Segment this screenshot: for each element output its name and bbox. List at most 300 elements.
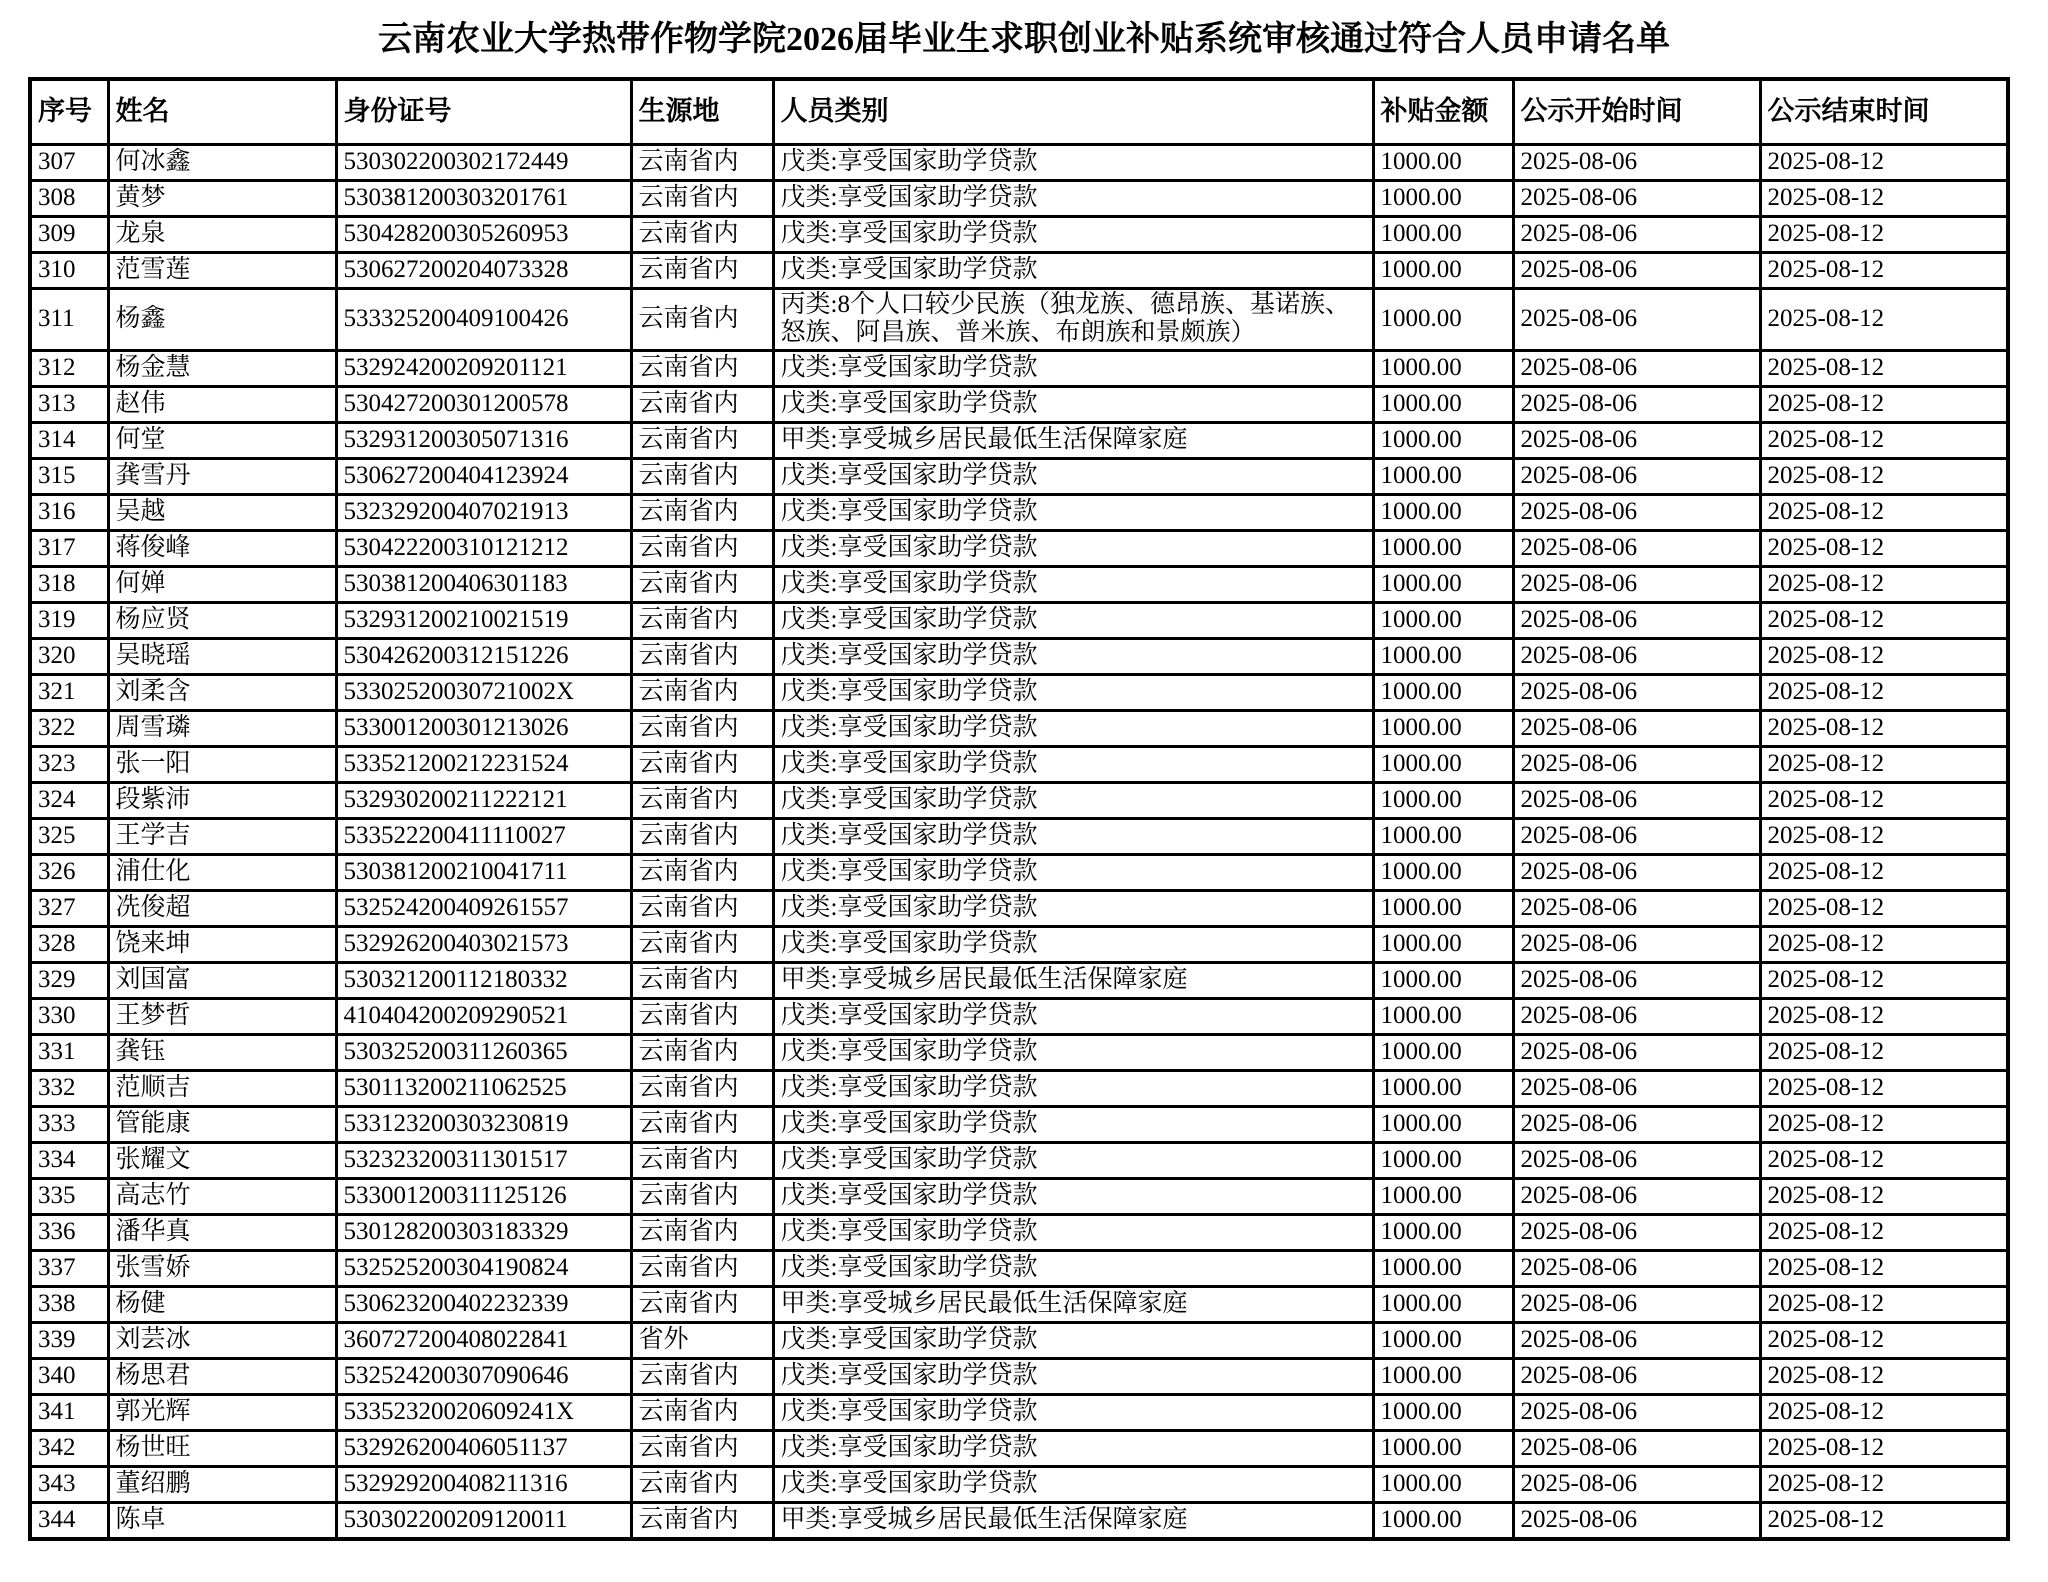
cell-origin: 云南省内 <box>631 998 773 1034</box>
cell-amount: 1000.00 <box>1373 458 1513 494</box>
cell-name: 杨鑫 <box>108 288 336 350</box>
cell-origin: 云南省内 <box>631 710 773 746</box>
cell-category: 戊类:享受国家助学贷款 <box>773 1358 1373 1394</box>
cell-seq: 337 <box>30 1250 108 1286</box>
cell-id-number: 530325200311260365 <box>336 1034 631 1070</box>
cell-origin: 云南省内 <box>631 1178 773 1214</box>
cell-seq: 325 <box>30 818 108 854</box>
header-name: 姓名 <box>108 79 336 145</box>
cell-amount: 1000.00 <box>1373 710 1513 746</box>
table-row <box>30 1394 2008 1430</box>
cell-publicity-end: 2025-08-12 <box>1760 252 2008 288</box>
cell-category: 戊类:享受国家助学贷款 <box>773 458 1373 494</box>
header-seq: 序号 <box>30 79 108 145</box>
cell-origin: 云南省内 <box>631 602 773 638</box>
cell-publicity-start: 2025-08-06 <box>1513 782 1760 818</box>
cell-amount: 1000.00 <box>1373 602 1513 638</box>
cell-id-number: 533001200311125126 <box>336 1178 631 1214</box>
cell-id-number: 532926200406051137 <box>336 1430 631 1466</box>
cell-amount: 1000.00 <box>1373 1502 1513 1539</box>
cell-seq: 322 <box>30 710 108 746</box>
table-row <box>30 386 2008 422</box>
cell-publicity-end: 2025-08-12 <box>1760 1286 2008 1322</box>
cell-amount: 1000.00 <box>1373 1178 1513 1214</box>
table-row <box>30 530 2008 566</box>
cell-publicity-start: 2025-08-06 <box>1513 1070 1760 1106</box>
cell-name: 何堂 <box>108 422 336 458</box>
cell-amount: 1000.00 <box>1373 674 1513 710</box>
cell-category: 戊类:享受国家助学贷款 <box>773 144 1373 180</box>
cell-origin: 云南省内 <box>631 144 773 180</box>
cell-id-number: 530113200211062525 <box>336 1070 631 1106</box>
cell-publicity-start: 2025-08-06 <box>1513 1286 1760 1322</box>
cell-origin: 云南省内 <box>631 494 773 530</box>
cell-publicity-end: 2025-08-12 <box>1760 494 2008 530</box>
cell-origin: 云南省内 <box>631 458 773 494</box>
cell-seq: 344 <box>30 1502 108 1539</box>
cell-publicity-end: 2025-08-12 <box>1760 144 2008 180</box>
cell-origin: 云南省内 <box>631 638 773 674</box>
cell-seq: 336 <box>30 1214 108 1250</box>
cell-amount: 1000.00 <box>1373 926 1513 962</box>
cell-amount: 1000.00 <box>1373 1070 1513 1106</box>
cell-id-number: 530381200210041711 <box>336 854 631 890</box>
cell-publicity-end: 2025-08-12 <box>1760 926 2008 962</box>
cell-seq: 324 <box>30 782 108 818</box>
cell-amount: 1000.00 <box>1373 818 1513 854</box>
table-row <box>30 494 2008 530</box>
cell-id-number: 532929200408211316 <box>336 1466 631 1502</box>
cell-amount: 1000.00 <box>1373 144 1513 180</box>
cell-origin: 云南省内 <box>631 1502 773 1539</box>
table-row <box>30 674 2008 710</box>
cell-name: 张雪娇 <box>108 1250 336 1286</box>
cell-publicity-end: 2025-08-12 <box>1760 1322 2008 1358</box>
cell-seq: 315 <box>30 458 108 494</box>
cell-publicity-end: 2025-08-12 <box>1760 1070 2008 1106</box>
cell-category: 甲类:享受城乡居民最低生活保障家庭 <box>773 962 1373 998</box>
cell-publicity-end: 2025-08-12 <box>1760 422 2008 458</box>
table-row <box>30 818 2008 854</box>
cell-id-number: 530321200112180332 <box>336 962 631 998</box>
cell-name: 董绍鹏 <box>108 1466 336 1502</box>
cell-publicity-end: 2025-08-12 <box>1760 962 2008 998</box>
cell-name: 吴越 <box>108 494 336 530</box>
cell-seq: 317 <box>30 530 108 566</box>
cell-category: 戊类:享受国家助学贷款 <box>773 1466 1373 1502</box>
cell-id-number: 532931200305071316 <box>336 422 631 458</box>
cell-origin: 云南省内 <box>631 962 773 998</box>
cell-publicity-end: 2025-08-12 <box>1760 1394 2008 1430</box>
cell-name: 杨应贤 <box>108 602 336 638</box>
cell-amount: 1000.00 <box>1373 422 1513 458</box>
cell-origin: 云南省内 <box>631 890 773 926</box>
cell-name: 刘芸冰 <box>108 1322 336 1358</box>
cell-name: 刘柔含 <box>108 674 336 710</box>
cell-amount: 1000.00 <box>1373 566 1513 602</box>
cell-amount: 1000.00 <box>1373 350 1513 386</box>
cell-id-number: 530627200204073328 <box>336 252 631 288</box>
cell-seq: 342 <box>30 1430 108 1466</box>
cell-name: 段紫沛 <box>108 782 336 818</box>
cell-origin: 云南省内 <box>631 1466 773 1502</box>
cell-seq: 326 <box>30 854 108 890</box>
cell-publicity-start: 2025-08-06 <box>1513 1358 1760 1394</box>
header-publicity-end: 公示结束时间 <box>1760 79 2008 145</box>
cell-publicity-end: 2025-08-12 <box>1760 854 2008 890</box>
cell-id-number: 532524200307090646 <box>336 1358 631 1394</box>
cell-category: 戊类:享受国家助学贷款 <box>773 1214 1373 1250</box>
cell-origin: 云南省内 <box>631 1394 773 1430</box>
cell-seq: 316 <box>30 494 108 530</box>
cell-category: 戊类:享受国家助学贷款 <box>773 1430 1373 1466</box>
cell-id-number: 360727200408022841 <box>336 1322 631 1358</box>
cell-seq: 307 <box>30 144 108 180</box>
cell-publicity-start: 2025-08-06 <box>1513 386 1760 422</box>
cell-name: 郭光辉 <box>108 1394 336 1430</box>
cell-amount: 1000.00 <box>1373 1430 1513 1466</box>
cell-publicity-end: 2025-08-12 <box>1760 386 2008 422</box>
cell-category: 戊类:享受国家助学贷款 <box>773 746 1373 782</box>
table-row <box>30 782 2008 818</box>
table-row <box>30 180 2008 216</box>
cell-publicity-start: 2025-08-06 <box>1513 710 1760 746</box>
cell-origin: 云南省内 <box>631 1070 773 1106</box>
cell-category: 戊类:享受国家助学贷款 <box>773 1178 1373 1214</box>
cell-seq: 311 <box>30 288 108 350</box>
table-row <box>30 746 2008 782</box>
cell-publicity-end: 2025-08-12 <box>1760 458 2008 494</box>
cell-publicity-start: 2025-08-06 <box>1513 350 1760 386</box>
cell-name: 龙泉 <box>108 216 336 252</box>
cell-origin: 云南省内 <box>631 854 773 890</box>
cell-seq: 314 <box>30 422 108 458</box>
cell-publicity-start: 2025-08-06 <box>1513 144 1760 180</box>
cell-publicity-end: 2025-08-12 <box>1760 998 2008 1034</box>
cell-seq: 339 <box>30 1322 108 1358</box>
cell-publicity-start: 2025-08-06 <box>1513 530 1760 566</box>
cell-amount: 1000.00 <box>1373 1286 1513 1322</box>
cell-name: 潘华真 <box>108 1214 336 1250</box>
cell-amount: 1000.00 <box>1373 1034 1513 1070</box>
cell-id-number: 530381200406301183 <box>336 566 631 602</box>
cell-id-number: 530381200303201761 <box>336 180 631 216</box>
cell-publicity-end: 2025-08-12 <box>1760 216 2008 252</box>
table-row <box>30 854 2008 890</box>
table-row <box>30 216 2008 252</box>
cell-origin: 云南省内 <box>631 252 773 288</box>
cell-category: 戊类:享受国家助学贷款 <box>773 1250 1373 1286</box>
cell-publicity-start: 2025-08-06 <box>1513 746 1760 782</box>
cell-publicity-end: 2025-08-12 <box>1760 602 2008 638</box>
cell-publicity-end: 2025-08-12 <box>1760 1502 2008 1539</box>
cell-seq: 341 <box>30 1394 108 1430</box>
cell-publicity-start: 2025-08-06 <box>1513 962 1760 998</box>
cell-id-number: 532329200407021913 <box>336 494 631 530</box>
cell-category: 戊类:享受国家助学贷款 <box>773 530 1373 566</box>
cell-category: 戊类:享受国家助学贷款 <box>773 602 1373 638</box>
table-row <box>30 998 2008 1034</box>
cell-publicity-end: 2025-08-12 <box>1760 782 2008 818</box>
cell-seq: 330 <box>30 998 108 1034</box>
cell-id-number: 53352320020609241X <box>336 1394 631 1430</box>
cell-seq: 334 <box>30 1142 108 1178</box>
cell-seq: 313 <box>30 386 108 422</box>
cell-amount: 1000.00 <box>1373 216 1513 252</box>
cell-amount: 1000.00 <box>1373 746 1513 782</box>
cell-publicity-end: 2025-08-12 <box>1760 530 2008 566</box>
cell-amount: 1000.00 <box>1373 1322 1513 1358</box>
table-row <box>30 1358 2008 1394</box>
cell-publicity-start: 2025-08-06 <box>1513 1034 1760 1070</box>
cell-name: 周雪璘 <box>108 710 336 746</box>
cell-publicity-end: 2025-08-12 <box>1760 818 2008 854</box>
table-row <box>30 1322 2008 1358</box>
table-row <box>30 1034 2008 1070</box>
table-row <box>30 566 2008 602</box>
cell-origin: 省外 <box>631 1322 773 1358</box>
cell-seq: 328 <box>30 926 108 962</box>
cell-amount: 1000.00 <box>1373 638 1513 674</box>
cell-publicity-start: 2025-08-06 <box>1513 818 1760 854</box>
cell-publicity-end: 2025-08-12 <box>1760 674 2008 710</box>
cell-origin: 云南省内 <box>631 422 773 458</box>
cell-origin: 云南省内 <box>631 782 773 818</box>
cell-id-number: 533001200301213026 <box>336 710 631 746</box>
cell-publicity-start: 2025-08-06 <box>1513 926 1760 962</box>
cell-publicity-start: 2025-08-06 <box>1513 1322 1760 1358</box>
cell-amount: 1000.00 <box>1373 530 1513 566</box>
cell-amount: 1000.00 <box>1373 252 1513 288</box>
cell-publicity-start: 2025-08-06 <box>1513 180 1760 216</box>
cell-publicity-start: 2025-08-06 <box>1513 1214 1760 1250</box>
cell-publicity-start: 2025-08-06 <box>1513 422 1760 458</box>
cell-publicity-start: 2025-08-06 <box>1513 494 1760 530</box>
cell-publicity-end: 2025-08-12 <box>1760 1142 2008 1178</box>
cell-origin: 云南省内 <box>631 1034 773 1070</box>
cell-amount: 1000.00 <box>1373 1466 1513 1502</box>
cell-publicity-end: 2025-08-12 <box>1760 180 2008 216</box>
cell-category: 戊类:享受国家助学贷款 <box>773 674 1373 710</box>
table-row <box>30 926 2008 962</box>
cell-amount: 1000.00 <box>1373 890 1513 926</box>
cell-seq: 331 <box>30 1034 108 1070</box>
cell-name: 刘国富 <box>108 962 336 998</box>
cell-name: 杨健 <box>108 1286 336 1322</box>
cell-amount: 1000.00 <box>1373 998 1513 1034</box>
cell-amount: 1000.00 <box>1373 288 1513 350</box>
cell-publicity-start: 2025-08-06 <box>1513 638 1760 674</box>
cell-category: 戊类:享受国家助学贷款 <box>773 998 1373 1034</box>
cell-name: 王梦哲 <box>108 998 336 1034</box>
cell-category: 戊类:享受国家助学贷款 <box>773 890 1373 926</box>
cell-category: 甲类:享受城乡居民最低生活保障家庭 <box>773 1286 1373 1322</box>
table-row <box>30 252 2008 288</box>
cell-id-number: 410404200209290521 <box>336 998 631 1034</box>
cell-seq: 318 <box>30 566 108 602</box>
cell-name: 何婵 <box>108 566 336 602</box>
cell-origin: 云南省内 <box>631 1286 773 1322</box>
cell-name: 杨金慧 <box>108 350 336 386</box>
cell-name: 张一阳 <box>108 746 336 782</box>
table-row <box>30 1142 2008 1178</box>
header-row <box>30 79 2008 145</box>
cell-amount: 1000.00 <box>1373 1250 1513 1286</box>
cell-id-number: 532924200209201121 <box>336 350 631 386</box>
cell-amount: 1000.00 <box>1373 1358 1513 1394</box>
cell-category: 戊类:享受国家助学贷款 <box>773 1034 1373 1070</box>
cell-amount: 1000.00 <box>1373 1214 1513 1250</box>
cell-publicity-end: 2025-08-12 <box>1760 746 2008 782</box>
cell-publicity-end: 2025-08-12 <box>1760 288 2008 350</box>
cell-category: 戊类:享受国家助学贷款 <box>773 386 1373 422</box>
cell-publicity-end: 2025-08-12 <box>1760 350 2008 386</box>
cell-publicity-end: 2025-08-12 <box>1760 1430 2008 1466</box>
cell-category: 甲类:享受城乡居民最低生活保障家庭 <box>773 1502 1373 1539</box>
cell-publicity-start: 2025-08-06 <box>1513 1466 1760 1502</box>
cell-id-number: 530427200301200578 <box>336 386 631 422</box>
cell-publicity-start: 2025-08-06 <box>1513 458 1760 494</box>
cell-publicity-end: 2025-08-12 <box>1760 1034 2008 1070</box>
table-row <box>30 710 2008 746</box>
cell-category: 戊类:享受国家助学贷款 <box>773 1394 1373 1430</box>
cell-id-number: 532525200304190824 <box>336 1250 631 1286</box>
cell-publicity-start: 2025-08-06 <box>1513 1502 1760 1539</box>
cell-publicity-start: 2025-08-06 <box>1513 1106 1760 1142</box>
cell-publicity-end: 2025-08-12 <box>1760 566 2008 602</box>
cell-publicity-start: 2025-08-06 <box>1513 566 1760 602</box>
cell-publicity-start: 2025-08-06 <box>1513 1394 1760 1430</box>
cell-category: 戊类:享受国家助学贷款 <box>773 252 1373 288</box>
cell-publicity-end: 2025-08-12 <box>1760 1358 2008 1394</box>
cell-origin: 云南省内 <box>631 288 773 350</box>
cell-category: 丙类:8个人口较少民族（独龙族、德昂族、基诺族、怒族、阿昌族、普米族、布朗族和景颇族） <box>773 288 1373 350</box>
cell-publicity-end: 2025-08-12 <box>1760 710 2008 746</box>
cell-id-number: 530627200404123924 <box>336 458 631 494</box>
cell-seq: 312 <box>30 350 108 386</box>
cell-publicity-start: 2025-08-06 <box>1513 854 1760 890</box>
cell-category: 戊类:享受国家助学贷款 <box>773 180 1373 216</box>
cell-origin: 云南省内 <box>631 1430 773 1466</box>
cell-publicity-end: 2025-08-12 <box>1760 638 2008 674</box>
applicant-table <box>28 77 2010 1541</box>
page-title: 云南农业大学热带作物学院2026届毕业生求职创业补贴系统审核通过符合人员申请名单 <box>378 21 1670 58</box>
cell-name: 王学吉 <box>108 818 336 854</box>
cell-amount: 1000.00 <box>1373 854 1513 890</box>
cell-name: 管能康 <box>108 1106 336 1142</box>
cell-name: 何冰鑫 <box>108 144 336 180</box>
cell-publicity-end: 2025-08-12 <box>1760 1466 2008 1502</box>
cell-id-number: 533123200303230819 <box>336 1106 631 1142</box>
cell-origin: 云南省内 <box>631 1358 773 1394</box>
cell-publicity-start: 2025-08-06 <box>1513 252 1760 288</box>
cell-publicity-start: 2025-08-06 <box>1513 288 1760 350</box>
cell-seq: 308 <box>30 180 108 216</box>
cell-origin: 云南省内 <box>631 1214 773 1250</box>
cell-category: 戊类:享受国家助学贷款 <box>773 216 1373 252</box>
header-publicity-start: 公示开始时间 <box>1513 79 1760 145</box>
cell-id-number: 532524200409261557 <box>336 890 631 926</box>
cell-name: 浦仕化 <box>108 854 336 890</box>
cell-publicity-end: 2025-08-12 <box>1760 1250 2008 1286</box>
cell-id-number: 533325200409100426 <box>336 288 631 350</box>
cell-origin: 云南省内 <box>631 1250 773 1286</box>
cell-seq: 323 <box>30 746 108 782</box>
cell-name: 高志竹 <box>108 1178 336 1214</box>
cell-publicity-start: 2025-08-06 <box>1513 1142 1760 1178</box>
cell-origin: 云南省内 <box>631 180 773 216</box>
cell-origin: 云南省内 <box>631 530 773 566</box>
cell-name: 吴晓瑶 <box>108 638 336 674</box>
cell-category: 戊类:享受国家助学贷款 <box>773 1070 1373 1106</box>
cell-category: 戊类:享受国家助学贷款 <box>773 1142 1373 1178</box>
cell-publicity-start: 2025-08-06 <box>1513 602 1760 638</box>
cell-origin: 云南省内 <box>631 566 773 602</box>
cell-seq: 340 <box>30 1358 108 1394</box>
cell-category: 戊类:享受国家助学贷款 <box>773 926 1373 962</box>
cell-amount: 1000.00 <box>1373 1142 1513 1178</box>
cell-amount: 1000.00 <box>1373 782 1513 818</box>
cell-origin: 云南省内 <box>631 350 773 386</box>
cell-id-number: 533521200212231524 <box>336 746 631 782</box>
cell-id-number: 530428200305260953 <box>336 216 631 252</box>
cell-publicity-end: 2025-08-12 <box>1760 1106 2008 1142</box>
cell-category: 戊类:享受国家助学贷款 <box>773 782 1373 818</box>
cell-amount: 1000.00 <box>1373 494 1513 530</box>
table-row <box>30 350 2008 386</box>
header-category: 人员类别 <box>773 79 1373 145</box>
cell-name: 黄梦 <box>108 180 336 216</box>
cell-name: 范顺吉 <box>108 1070 336 1106</box>
table-row <box>30 288 2008 350</box>
cell-origin: 云南省内 <box>631 1106 773 1142</box>
table-row <box>30 1250 2008 1286</box>
cell-amount: 1000.00 <box>1373 1394 1513 1430</box>
table-row <box>30 458 2008 494</box>
cell-publicity-end: 2025-08-12 <box>1760 890 2008 926</box>
cell-category: 戊类:享受国家助学贷款 <box>773 494 1373 530</box>
table-row <box>30 1070 2008 1106</box>
cell-id-number: 530302200302172449 <box>336 144 631 180</box>
cell-name: 冼俊超 <box>108 890 336 926</box>
cell-seq: 329 <box>30 962 108 998</box>
table-header <box>30 79 2008 145</box>
cell-id-number: 530623200402232339 <box>336 1286 631 1322</box>
table-row <box>30 962 2008 998</box>
cell-publicity-end: 2025-08-12 <box>1760 1178 2008 1214</box>
cell-id-number: 530302200209120011 <box>336 1502 631 1539</box>
table-row <box>30 1502 2008 1539</box>
cell-publicity-start: 2025-08-06 <box>1513 1430 1760 1466</box>
cell-id-number: 530128200303183329 <box>336 1214 631 1250</box>
table-row <box>30 1430 2008 1466</box>
cell-category: 戊类:享受国家助学贷款 <box>773 638 1373 674</box>
cell-origin: 云南省内 <box>631 386 773 422</box>
cell-id-number: 533522200411110027 <box>336 818 631 854</box>
cell-name: 陈卓 <box>108 1502 336 1539</box>
cell-name: 杨思君 <box>108 1358 336 1394</box>
header-amount: 补贴金额 <box>1373 79 1513 145</box>
cell-category: 戊类:享受国家助学贷款 <box>773 566 1373 602</box>
header-id-number: 身份证号 <box>336 79 631 145</box>
cell-name: 饶来坤 <box>108 926 336 962</box>
cell-origin: 云南省内 <box>631 926 773 962</box>
cell-seq: 335 <box>30 1178 108 1214</box>
cell-seq: 343 <box>30 1466 108 1502</box>
table-row <box>30 1106 2008 1142</box>
cell-publicity-start: 2025-08-06 <box>1513 1178 1760 1214</box>
cell-id-number: 532323200311301517 <box>336 1142 631 1178</box>
